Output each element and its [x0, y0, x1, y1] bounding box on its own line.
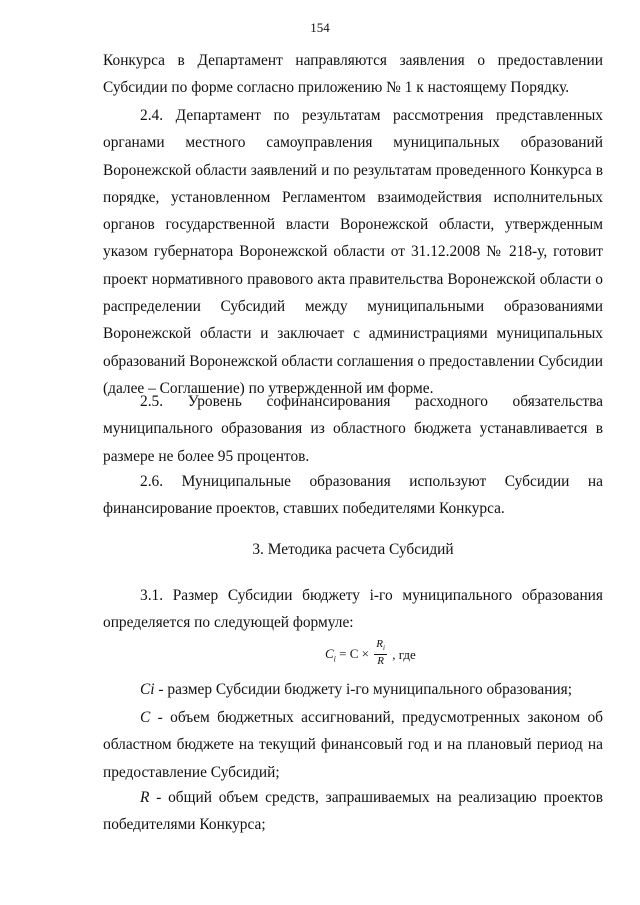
definition-text: - объем бюджетных ассигнований, предусмотренных законом об областном бюджете на текущий финансовый год и на плановый период на предоставление Субсидий;: [103, 709, 603, 781]
formula-denominator: R: [377, 655, 384, 668]
definition-symbol: R: [140, 789, 150, 806]
definition-text: - общий объем средств, запрашиваемых на реализацию проектов победителями Конкурса;: [103, 789, 603, 834]
formula-fraction: [374, 638, 387, 668]
formula-numerator: R: [376, 638, 383, 650]
paragraph-continuation: Конкурса в Департамент направляются заявления о предоставлении Субсидии по форме согласно приложению № 1 к настоящему Порядку.: [103, 52, 603, 97]
definition-c: [103, 704, 603, 786]
formula-eq: = C ×: [339, 646, 369, 662]
paragraph-2-6: 2.6. Муниципальные образования используют Субсидии на финансирование проектов, ставших победителями Конкурса.: [103, 473, 603, 518]
page-number: 154: [310, 20, 330, 35]
formula: [325, 640, 416, 672]
section-heading: 3. Методика расчета Субсидий: [252, 541, 454, 558]
definition-symbol: Ci: [140, 681, 155, 698]
definition-symbol: C: [140, 709, 151, 726]
paragraph-2-4: 2.4. Департамент по результатам рассмотрения представленных органами местного самоуправления муниципальных образований Воронежской области заявлений и по результатам проведенного Конкурса в порядке, установленном Регламентом взаимодействия исполнительных органов государственной власти Воронежской области, утвержденным указом губернатора Воронежской области от 31.12.2008 № 218-у, готовит проект нормативного правового акта правительства Воронежской области о распределении Субсидий между муниципальными образованиями Воронежской области и заключает с администрациями муниципальных образований Воронежской области соглашения о предоставлении Субсидии (далее – Соглашение) по утвержденной им форме.: [103, 107, 603, 397]
definition-text: - размер Субсидии бюджету i-го муниципального образования;: [154, 681, 573, 698]
definition-r: [103, 784, 603, 839]
paragraph-3-1: 3.1. Размер Субсидии бюджету i-го муниципального образования определяется по следующей формуле:: [103, 587, 603, 632]
formula-numerator-sub: i: [382, 644, 385, 653]
formula-lhs: C: [325, 646, 334, 662]
formula-lhs-sub: i: [333, 654, 336, 664]
paragraph-2-5: 2.5. Уровень софинансирования расходного обязательства муниципального образования из областного бюджета устанавливается в размере не более 95 процентов.: [103, 393, 603, 465]
formula-suffix: , где: [392, 647, 416, 663]
definition-ci: [103, 676, 603, 703]
